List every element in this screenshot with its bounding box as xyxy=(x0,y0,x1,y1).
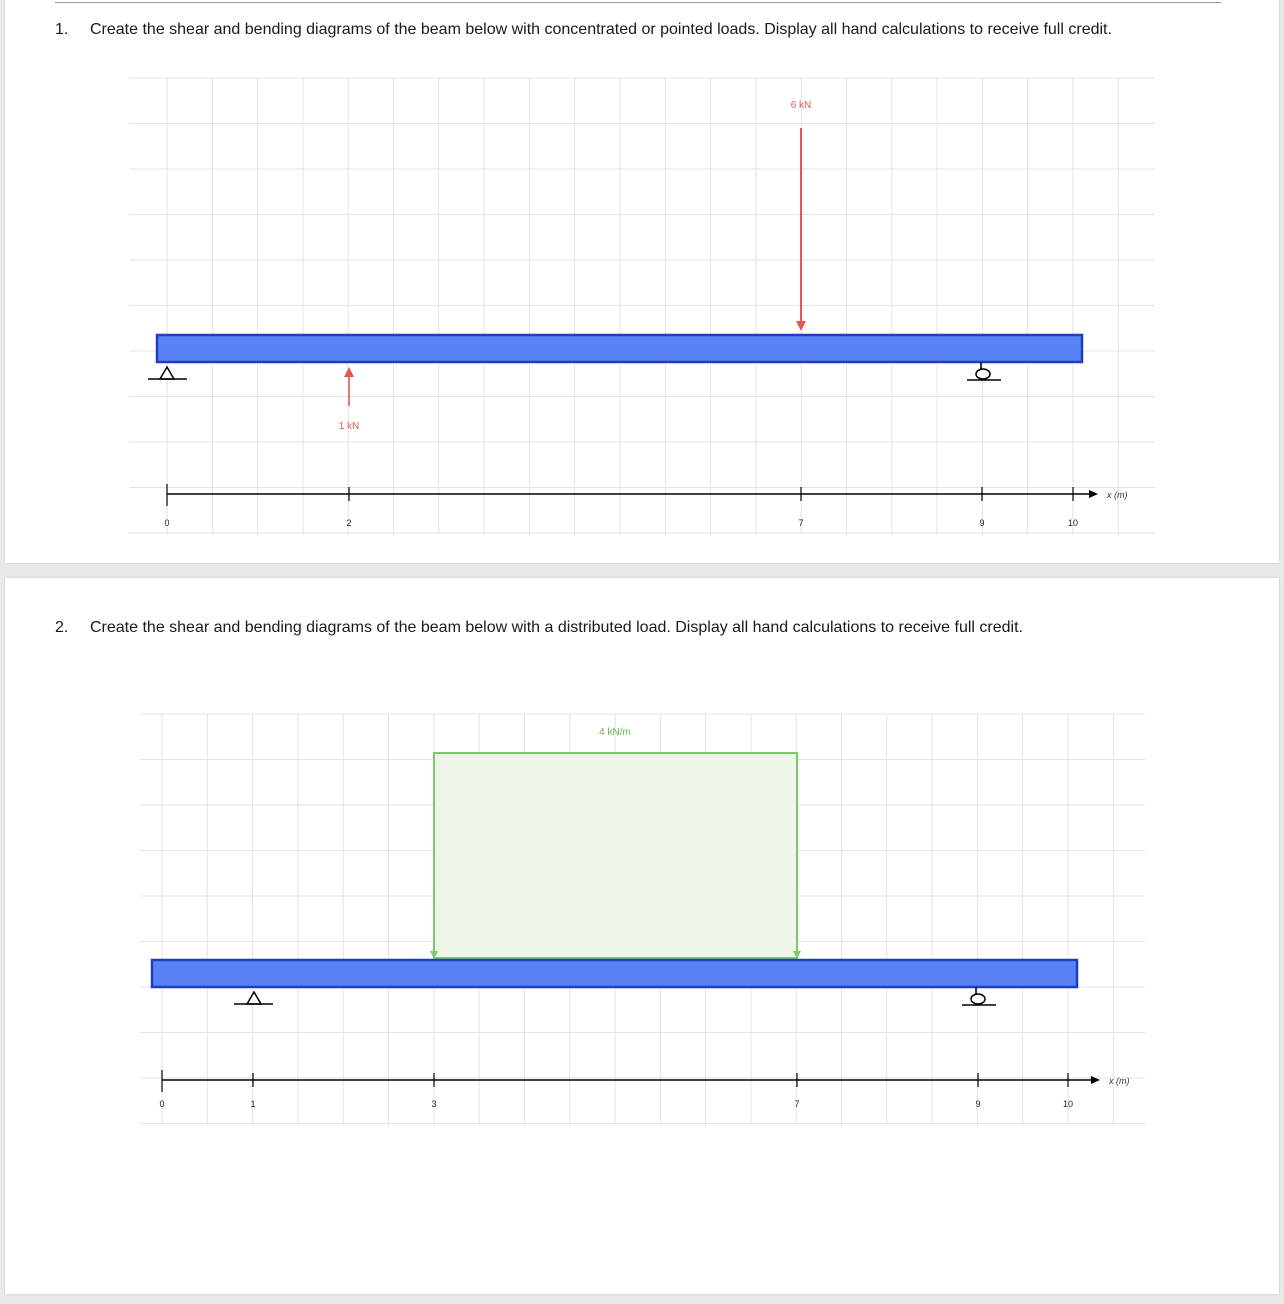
tick-label-0: 0 xyxy=(164,518,170,528)
tick-label-10: 10 xyxy=(1067,518,1079,528)
beam-figure-2 xyxy=(5,578,1279,1294)
tick-label-1: 1 xyxy=(250,1099,256,1109)
tick-label-7: 7 xyxy=(794,1099,800,1109)
beam xyxy=(152,960,1077,987)
x-axis-label: x (m) xyxy=(1109,1076,1130,1086)
roller-support xyxy=(962,987,996,1005)
tick-label-0: 0 xyxy=(159,1099,165,1109)
point-load-6kN xyxy=(791,100,812,331)
distributed-load xyxy=(430,727,801,959)
beam-figure-1 xyxy=(5,0,1279,563)
grid xyxy=(129,78,1155,535)
tick-label-9: 9 xyxy=(975,1099,981,1109)
x-axis xyxy=(159,1070,1129,1109)
problem-1-text: Create the shear and bending diagrams of the beam below with concentrated or pointed loads. Display all hand calculations to receive full credit. xyxy=(90,21,1112,38)
point-load-label: 6 kN xyxy=(790,100,812,111)
problem-1-number: 1. xyxy=(55,21,69,38)
tick-label-2: 2 xyxy=(346,518,352,528)
tick-label-3: 3 xyxy=(431,1099,437,1109)
page-2 xyxy=(5,578,1279,1294)
distributed-load-label: 4 kN/m xyxy=(599,727,631,738)
tick-label-10: 10 xyxy=(1062,1099,1074,1109)
point-load-arrowhead xyxy=(796,321,806,331)
problem-2-text: Create the shear and bending diagrams of the beam below with a distributed load. Display all hand calculations to receive full credit. xyxy=(90,619,1023,636)
x-axis xyxy=(164,484,1127,528)
tick-label-9: 9 xyxy=(979,518,985,528)
distributed-load-area xyxy=(434,753,797,958)
pin-support xyxy=(148,367,187,379)
pin-support xyxy=(234,992,273,1004)
beam xyxy=(157,335,1082,362)
tick-label-7: 7 xyxy=(798,518,804,528)
point-load-label: 1 kN xyxy=(338,421,360,432)
roller-support xyxy=(967,362,1001,380)
page-1 xyxy=(5,0,1279,563)
x-axis-label: x (m) xyxy=(1107,490,1128,500)
problem-2-number: 2. xyxy=(55,619,69,636)
point-load-1kN xyxy=(339,367,360,432)
